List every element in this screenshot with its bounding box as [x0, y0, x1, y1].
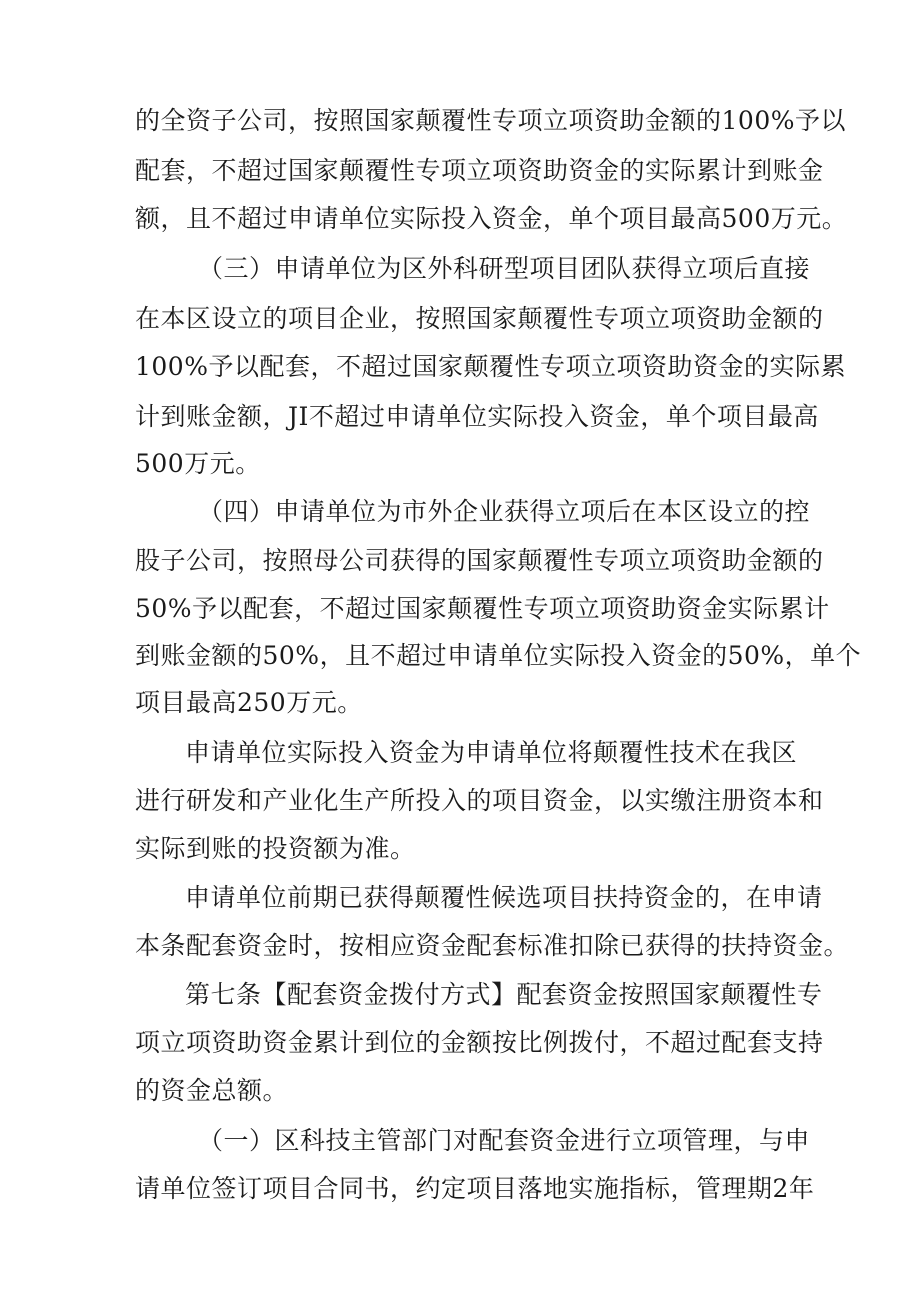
- text-line: 申请单位前期已获得颠覆性候选项目扶持资金的，在申请: [185, 883, 823, 912]
- text-line: （三）申请单位为区外科研型项目团队获得立项后直接: [198, 254, 811, 283]
- text-line: 项立项资助资金累计到位的金额按比例拨付，不超过配套支持: [135, 1028, 824, 1057]
- text-line: 的资金总额。: [135, 1076, 289, 1105]
- text-line: 申请单位实际投入资金为申请单位将颠覆性技术在我区: [185, 738, 798, 767]
- text-line: 在本区设立的项目企业，按照国家颠覆性专项立项资助金额的: [135, 304, 824, 333]
- text-line: 额，且不超过申请单位实际投入资金，单个项目最高500万元。: [135, 204, 848, 233]
- text-line: 本条配套资金时，按相应资金配套标准扣除已获得的扶持资金。: [135, 931, 850, 960]
- text-line: 的全资子公司，按照国家颠覆性专项立项资助金额的100%予以: [135, 106, 846, 135]
- text-line: 股子公司，按照母公司获得的国家颠覆性专项立项资助金额的: [135, 546, 824, 575]
- text-line: 请单位签订项目合同书，约定项目落地实施指标，管理期2年: [135, 1174, 815, 1203]
- text-line: 50%予以配套，不超过国家颠覆性专项立项资助资金实际累计: [135, 594, 830, 623]
- text-line: 计到账金额，JI不超过申请单位实际投入资金，单个项目最高: [135, 402, 819, 431]
- text-line: 100%予以配套，不超过国家颠覆性专项立项资助资金的实际累: [135, 352, 846, 381]
- text-line: 500万元。: [135, 449, 261, 478]
- text-line: （一）区科技主管部门对配套资金进行立项管理，与申: [198, 1126, 811, 1155]
- text-line: 实际到账的投资额为准。: [135, 834, 416, 863]
- text-line: 项目最高250万元。: [135, 688, 363, 717]
- text-line: 到账金额的50%，且不超过申请单位实际投入资金的50%，单个: [135, 641, 862, 670]
- text-line: 配套，不超过国家颠覆性专项立项资助资金的实际累计到账金: [135, 156, 824, 185]
- text-line: 进行研发和产业化生产所投入的项目资金，以实缴注册资本和: [135, 786, 824, 815]
- text-line: （四）申请单位为市外企业获得立项后在本区设立的控: [198, 497, 811, 526]
- text-line: 第七条【配套资金拨付方式】配套资金按照国家颠覆性专: [185, 980, 823, 1009]
